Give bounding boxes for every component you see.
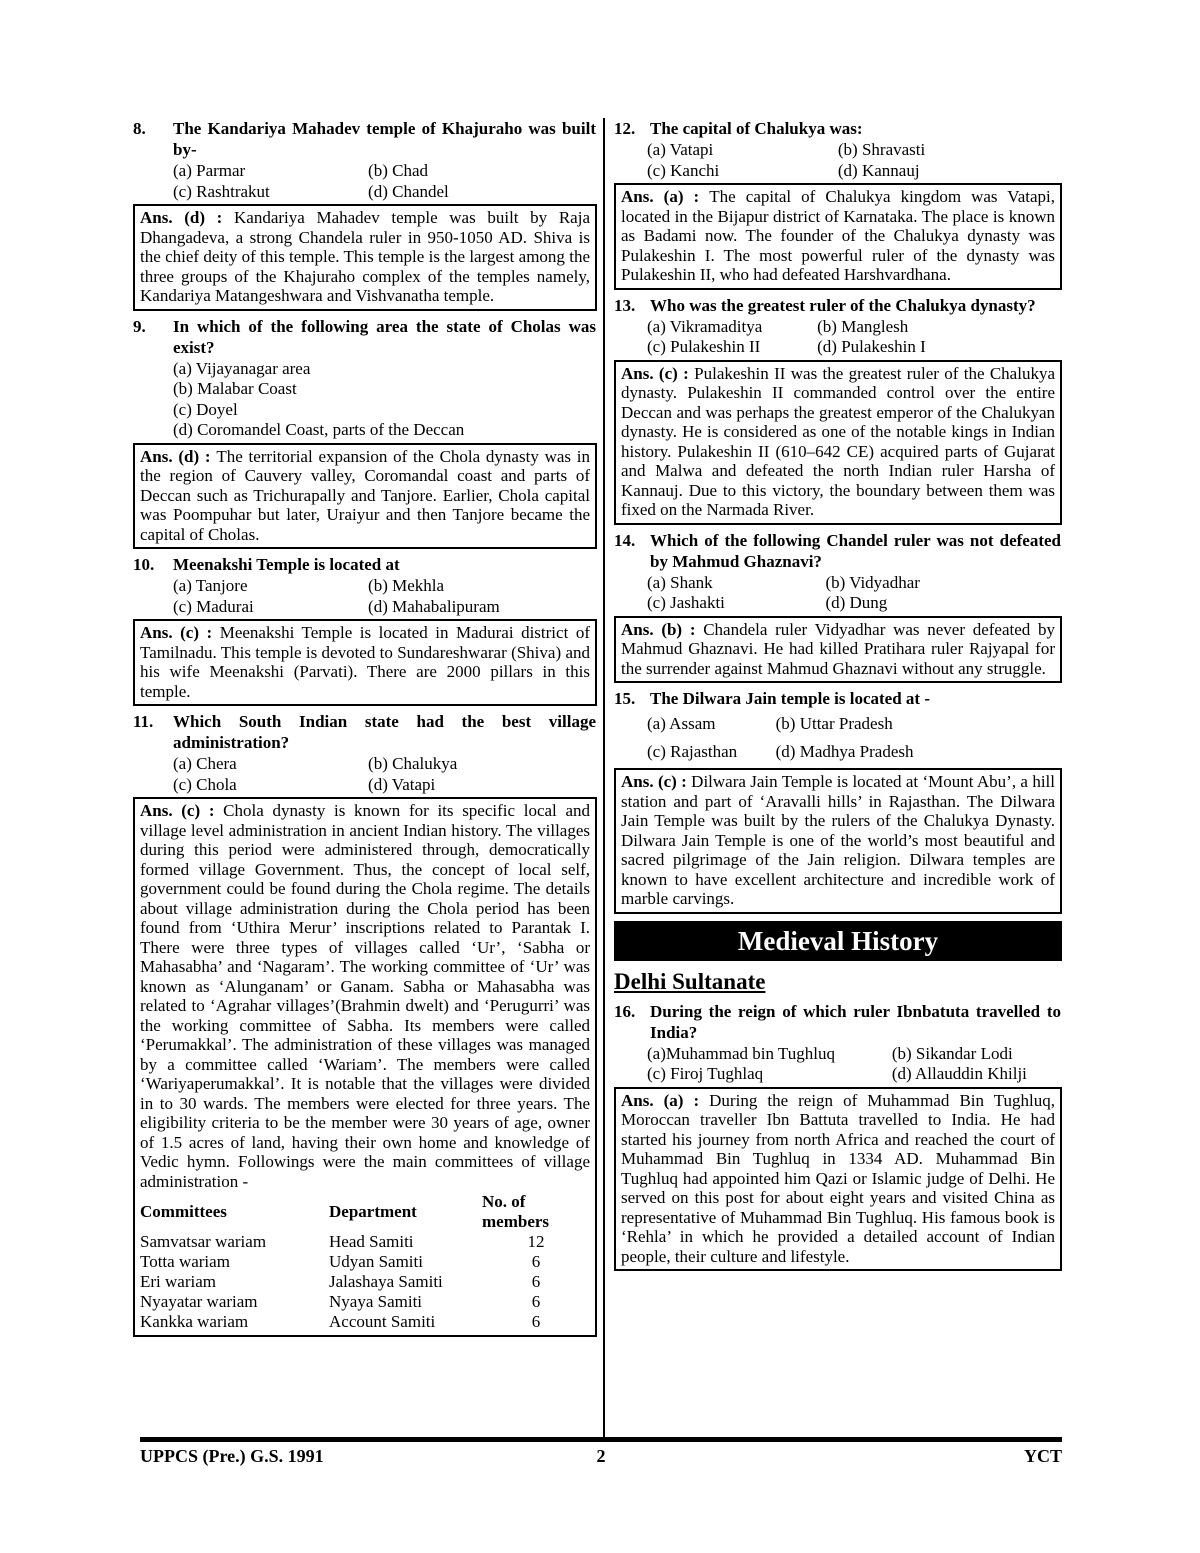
question-16-option-d: (d) Allauddin Khilji xyxy=(891,1064,1027,1083)
table-row xyxy=(140,1292,590,1312)
question-11-options xyxy=(133,754,597,795)
question-9-answer-text: The territorial expansion of the Chola dynasty was in the region of Cauvery valley, Coromandal coast and parts of Deccan such as Trichurapally and Tanjore. Earlier, Chola capital was Poompuhar but later, Uraiyur and then Tanjore became the capital of Cholas. xyxy=(140,446,590,544)
committees-table xyxy=(140,1192,590,1332)
question-10-text: Meenakshi Temple is located at xyxy=(173,555,400,574)
table-cell: 12 xyxy=(527,1232,545,1251)
table-cell: 6 xyxy=(531,1252,541,1271)
question-16-number: 16. xyxy=(614,1001,636,1021)
question-9-option-c: (c) Doyel xyxy=(173,399,238,419)
question-12-option-b: (b) Shravasti xyxy=(837,140,926,159)
committees-table-header-row xyxy=(140,1192,590,1232)
table-cell: Totta wariam xyxy=(140,1252,230,1271)
question-14-option-b: (b) Vidyadhar xyxy=(825,572,920,592)
question-15 xyxy=(614,688,1062,914)
question-14-number: 14. xyxy=(614,530,636,550)
question-16-option-a: (a)Muhammad bin Tughluq xyxy=(647,1043,835,1063)
question-12-text: The capital of Chalukya was: xyxy=(650,119,863,138)
question-13-option-d: (d) Pulakeshin I xyxy=(817,337,926,356)
question-15-option-a: (a) Assam xyxy=(647,714,716,733)
right-column xyxy=(603,118,1062,1437)
question-10-option-a: (a) Tanjore xyxy=(173,576,248,595)
question-11-answer-label: Ans. (c) : xyxy=(140,801,224,820)
question-9-option-d: (d) Coromandel Coast, parts of the Deccan xyxy=(173,420,465,439)
table-cell: Kankka wariam xyxy=(140,1312,249,1331)
footer-publisher: YCT xyxy=(1023,1446,1062,1466)
question-12 xyxy=(614,118,1062,290)
question-8-option-c: (c) Rashtrakut xyxy=(173,181,270,201)
question-12-option-c: (c) Kanchi xyxy=(647,160,720,180)
committees-table-header-committees: Committees xyxy=(140,1202,227,1221)
question-16-answer-text: During the reign of Muhammad Bin Tughluq, Moroccan traveller Ibn Battuta travelled to India. He had started his journey from north Africa and reached the court of Muhammad Bin Tughluq in 1334 AD. Muhammad Bin Tughluq had appointed him Qazi or Islamic judge of Delhi. He served on this post for about eight years and visited China as representative of Muhammad Bin Tughluq. His famous book is ‘Rehla’ in which he provided a detailed account of Indian people, their culture and lifestyle. xyxy=(621,1090,1055,1266)
committees-table-header-department: Department xyxy=(329,1202,417,1221)
question-11-option-c: (c) Chola xyxy=(173,774,237,794)
question-8-option-a: (a) Parmar xyxy=(173,161,246,180)
question-10-answer-box xyxy=(133,619,597,706)
question-15-option-d: (d) Madhya Pradesh xyxy=(775,742,914,761)
question-15-answer xyxy=(621,772,1055,909)
question-13-text: Who was the greatest ruler of the Chalukya dynasty? xyxy=(650,295,1036,315)
question-13-answer-label: Ans. (c) : xyxy=(621,363,695,383)
question-11-answer-text: Chola dynasty is known for its specific local and village level administration in ancient Indian history. The villages during this period were administered through, democratically formed village Government. Thus, the concept of local self, government could be found during the Chola regime. The details about village administration during the Chola period has been found from ‘Uthira Merur’ inscriptions related to Parantak I. There were three types of villages called ‘Ur’, ‘Sabha or Mahasabha’ and ‘Nagaram’. The working committee of ‘Ur’ was known as ‘Alunganam’ or Ganam. Sabha or Mahasabha was related to ‘Agrahar villages’(Brahmin dwelt) and ‘Perugurri’ was the working committee of Sabha. Its members were called ‘Perumakkal’. The administration of these villages was managed by a committee called ‘Wariam’. The members were called ‘Wariyaperumakkal’. It is notable that the villages were divided in to 30 wards. The members were elected for three years. The eligibility criteria to be the member were 30 years of age, owner of 1.5 acres of land, having their own home and knowledge of Vedic hymn. Followings were the main committees of village administration - xyxy=(140,801,590,1191)
question-16 xyxy=(614,1001,1062,1272)
question-11-answer-box xyxy=(133,797,597,1337)
question-10-answer-text: Meenakshi Temple is located in Madurai district of Tamilnadu. This temple is devoted to Sundareshwarar (Shiva) and his wife Meenakshi (Parvati). There are 2000 pillars in this temple. xyxy=(140,623,590,701)
question-8-text: The Kandariya Mahadev temple of Khajuraho was built by- xyxy=(173,119,596,159)
question-12-option-d: (d) Kannauj xyxy=(837,160,920,180)
question-8-answer-box xyxy=(133,204,597,311)
table-cell: Samvatsar wariam xyxy=(140,1232,267,1251)
question-16-option-b: (b) Sikandar Lodi xyxy=(891,1043,1013,1063)
table-cell: 6 xyxy=(531,1272,541,1291)
question-8-options xyxy=(133,161,597,202)
question-14-answer-text: Chandela ruler Vidyadhar was never defeated by Mahmud Ghaznavi. He had killed Pratihara ruler Rajyapal for the surrender against Mahmud Ghaznavi without any struggle. xyxy=(621,619,1055,678)
question-12-answer-text: The capital of Chalukya kingdom was Vatapi, located in the Bijapur district of Karnataka. The place is known as Badami now. The founder of the Chalukya dynasty was Pulakeshin I. The most powerful ruler of the dynasty was Pulakeshin II, who had defeated Harshvardhana. xyxy=(621,187,1055,284)
question-12-option-a: (a) Vatapi xyxy=(647,140,714,159)
question-16-options xyxy=(614,1044,1062,1085)
question-14-text: Which of the following Chandel ruler was not defeated by Mahmud Ghaznavi? xyxy=(650,530,1061,571)
table-row xyxy=(140,1272,590,1292)
question-13-options xyxy=(614,317,1062,358)
question-15-answer-text: Dilwara Jain Temple is located at ‘Mount Abu’, a hill station and part of ‘Aravalli hills’ in Rajasthan. The Dilwara Jain Temple was built by the rulers of the Chalukya Dynasty. Dilwara Jain Temple is one of the world’s most beautiful and sacred pilgrimage of the Jain religion. Dilwara temples are known to have excellent architecture and incredible work of marble carvings. xyxy=(621,772,1055,908)
question-10-option-d: (d) Mahabalipuram xyxy=(368,596,500,616)
table-cell: Udyan Samiti xyxy=(329,1252,423,1271)
question-13-header xyxy=(614,295,1062,316)
question-11-option-d: (d) Vatapi xyxy=(368,774,436,794)
question-10-option-b: (b) Mekhla xyxy=(368,576,445,595)
question-14-answer xyxy=(621,620,1055,679)
question-14-header xyxy=(614,530,1062,572)
question-10-options xyxy=(133,576,597,617)
question-9-answer-box xyxy=(133,443,597,550)
table-cell: 6 xyxy=(531,1312,541,1331)
question-12-number: 12. xyxy=(614,119,636,138)
question-15-header xyxy=(614,688,1062,709)
question-12-answer-label: Ans. (a) : xyxy=(621,187,710,206)
footer-page-number: 2 xyxy=(596,1446,606,1466)
question-13-answer-box xyxy=(614,360,1062,525)
question-12-answer-box xyxy=(614,183,1062,290)
question-10-header xyxy=(133,554,597,575)
question-16-option-c: (c) Firoj Tughlaq xyxy=(647,1064,764,1083)
section-banner: Medieval History xyxy=(614,921,1062,961)
question-9-number: 9. xyxy=(133,316,146,336)
question-16-answer-box xyxy=(614,1087,1062,1272)
question-13 xyxy=(614,295,1062,525)
left-column xyxy=(133,118,603,1437)
question-8-answer-label: Ans. (d) : xyxy=(140,208,234,227)
question-9 xyxy=(133,316,597,550)
question-11-option-a: (a) Chera xyxy=(173,754,237,773)
table-cell: Head Samiti xyxy=(329,1232,414,1251)
question-8 xyxy=(133,118,597,311)
question-15-option-c: (c) Rajasthan xyxy=(647,742,738,761)
question-13-answer xyxy=(621,364,1055,520)
question-15-answer-label: Ans. (c) : xyxy=(621,772,692,791)
question-9-options xyxy=(133,359,597,441)
question-9-answer xyxy=(140,447,590,545)
question-8-option-d: (d) Chandel xyxy=(368,181,449,201)
question-16-text: During the reign of which ruler Ibnbatuta travelled to India? xyxy=(650,1001,1061,1042)
question-8-answer-text: Kandariya Mahadev temple was built by Raja Dhangadeva, a strong Chandela ruler in 950-1050 AD. Shiva is the chief deity of this temple. This temple is the largest among the three groups of the Khajuraho complex of the temples namely, Kandariya Matangeshwara and Vishvanatha temple. xyxy=(140,208,590,305)
question-13-option-a: (a) Vikramaditya xyxy=(647,316,763,336)
question-11-number: 11. xyxy=(133,712,154,731)
table-cell: Nyayatar wariam xyxy=(140,1292,258,1311)
question-14 xyxy=(614,530,1062,684)
question-14-option-a: (a) Shank xyxy=(647,572,713,592)
table-cell: Nyaya Samiti xyxy=(329,1292,423,1311)
question-11-header xyxy=(133,711,597,753)
question-14-answer-label: Ans. (b) : xyxy=(621,619,704,639)
question-10 xyxy=(133,554,597,706)
question-10-answer xyxy=(140,623,590,701)
table-row xyxy=(140,1232,590,1252)
footer-exam-title: UPPCS (Pre.) G.S. 1991 xyxy=(140,1446,324,1466)
table-row xyxy=(140,1312,590,1332)
committees-table-header-members: No. of members xyxy=(482,1192,550,1231)
question-8-option-b: (b) Chad xyxy=(368,161,428,180)
question-16-answer-label: Ans. (a) : xyxy=(621,1090,710,1110)
question-15-answer-box xyxy=(614,768,1062,914)
question-11-option-b: (b) Chalukya xyxy=(368,754,458,773)
table-cell: Eri wariam xyxy=(140,1272,216,1291)
table-cell: Jalashaya Samiti xyxy=(329,1272,443,1291)
question-13-answer-text: Pulakeshin II was the greatest ruler of the Chalukya dynasty. Pulakeshin II commanded control over the entire Deccan and was perhaps the greatest emperor of the Chalukyan dynasty. He is considered as one of the notable kings in Indian history. Pulakeshin II (610–642 CE) acquired parts of Gujarat and Malwa and defeated the north Indian ruler Harsha of Kannauj. Due to this victory, the boundary between them was fixed on the Narmada River. xyxy=(621,363,1055,519)
question-10-number: 10. xyxy=(133,555,155,574)
question-8-number: 8. xyxy=(133,119,146,138)
question-15-options xyxy=(614,710,1062,766)
question-14-option-d: (d) Dung xyxy=(825,593,888,612)
question-9-text: In which of the following area the state of Cholas was exist? xyxy=(173,316,596,357)
question-13-number: 13. xyxy=(614,295,636,315)
question-9-header xyxy=(133,316,597,358)
question-10-option-c: (c) Madurai xyxy=(173,596,254,616)
table-cell: 6 xyxy=(531,1292,541,1311)
question-8-header xyxy=(133,118,597,160)
question-10-answer-label: Ans. (c) : xyxy=(140,623,220,642)
question-16-answer xyxy=(621,1091,1055,1267)
question-9-answer-label: Ans. (d) : xyxy=(140,446,217,466)
question-9-option-a: (a) Vijayanagar area xyxy=(173,358,311,378)
question-12-options xyxy=(614,140,1062,181)
question-14-answer-box xyxy=(614,616,1062,684)
table-cell: Account Samiti xyxy=(329,1312,436,1331)
table-row xyxy=(140,1252,590,1272)
question-15-number: 15. xyxy=(614,689,636,708)
question-13-option-c: (c) Pulakeshin II xyxy=(647,337,761,356)
question-9-option-b: (b) Malabar Coast xyxy=(173,379,297,398)
question-15-option-b: (b) Uttar Pradesh xyxy=(775,714,893,733)
question-12-answer xyxy=(621,187,1055,285)
page-content xyxy=(133,118,1062,1437)
question-12-header xyxy=(614,118,1062,139)
question-11-text: Which South Indian state had the best village administration? xyxy=(173,712,596,752)
question-8-answer xyxy=(140,208,590,306)
question-11 xyxy=(133,711,597,1337)
question-14-options xyxy=(614,573,1062,614)
question-13-option-b: (b) Manglesh xyxy=(817,316,909,336)
question-11-answer xyxy=(140,801,590,1191)
question-15-text: The Dilwara Jain temple is located at - xyxy=(650,689,930,708)
subsection-heading: Delhi Sultanate xyxy=(614,968,766,994)
question-16-header xyxy=(614,1001,1062,1043)
page-footer xyxy=(140,1437,1062,1467)
question-14-option-c: (c) Jashakti xyxy=(647,593,725,612)
